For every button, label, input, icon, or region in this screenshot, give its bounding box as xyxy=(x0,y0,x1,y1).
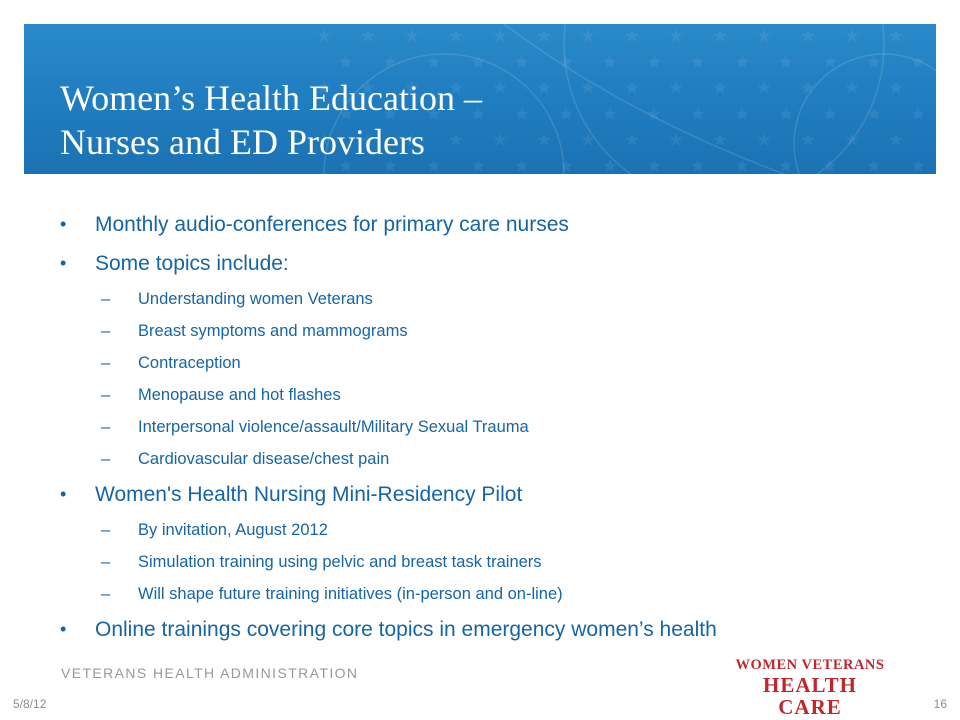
title-line-1: Women’s Health Education – xyxy=(60,78,482,118)
banner-star xyxy=(845,29,858,42)
banner-star xyxy=(713,81,726,94)
page-number: 16 xyxy=(933,697,947,711)
banner-star xyxy=(889,29,902,42)
banner-star xyxy=(911,55,924,68)
banner-star xyxy=(779,107,792,120)
sub-bullet-item: – Simulation training using pelvic and breast task trainers xyxy=(60,546,920,578)
slide-date: 5/8/12 xyxy=(13,697,47,711)
banner-star xyxy=(867,55,880,68)
banner-star xyxy=(493,81,506,94)
banner-star xyxy=(779,55,792,68)
banner-star xyxy=(823,55,836,68)
banner-star xyxy=(757,133,770,146)
banner-star xyxy=(317,29,330,42)
banner-star xyxy=(537,81,550,94)
banner-star xyxy=(691,107,704,120)
women-veterans-logo xyxy=(735,657,885,718)
banner-star xyxy=(691,159,704,172)
banner-star xyxy=(669,133,682,146)
banner-star xyxy=(911,107,924,120)
banner-star xyxy=(735,107,748,120)
sub-bullet-item: – Cardiovascular disease/chest pain xyxy=(60,443,920,475)
banner-star xyxy=(669,81,682,94)
banner-star xyxy=(801,29,814,42)
banner-star xyxy=(515,159,528,172)
bullet-list xyxy=(60,205,920,649)
banner-star xyxy=(867,107,880,120)
banner-star xyxy=(757,29,770,42)
banner-star xyxy=(889,81,902,94)
sub-bullet-item: – Understanding women Veterans xyxy=(60,283,920,315)
banner-star xyxy=(515,107,528,120)
banner-star xyxy=(647,55,660,68)
slide-title xyxy=(60,76,482,164)
banner-star xyxy=(845,133,858,146)
banner-star xyxy=(603,107,616,120)
banner-star xyxy=(559,159,572,172)
banner-star xyxy=(405,29,418,42)
bullet-item: • Monthly audio-conferences for primary care nurses xyxy=(60,205,920,244)
banner-star xyxy=(867,159,880,172)
sub-bullet-item: – Will shape future training initiatives (in-person and on-line) xyxy=(60,578,920,610)
banner-star xyxy=(823,159,836,172)
banner-star xyxy=(757,81,770,94)
banner-star xyxy=(713,29,726,42)
banner-star xyxy=(911,159,924,172)
banner-star xyxy=(889,133,902,146)
banner-star xyxy=(801,81,814,94)
sub-bullet-item: – Interpersonal violence/assault/Military Sexual Trauma xyxy=(60,411,920,443)
banner-star xyxy=(823,107,836,120)
banner-star xyxy=(779,159,792,172)
banner-star xyxy=(339,55,352,68)
banner-star xyxy=(493,29,506,42)
banner-star xyxy=(713,133,726,146)
banner-star xyxy=(691,55,704,68)
banner-star xyxy=(515,55,528,68)
banner-star xyxy=(361,29,374,42)
banner-star xyxy=(735,159,748,172)
bullet-item: • Women's Health Nursing Mini-Residency Pilot xyxy=(60,475,920,514)
bullet-item: • Online trainings covering core topics in emergency women’s health xyxy=(60,610,920,649)
title-banner xyxy=(24,24,936,174)
sub-bullet-item: – Breast symptoms and mammograms xyxy=(60,315,920,347)
banner-star xyxy=(493,133,506,146)
bullet-item: • Some topics include: xyxy=(60,244,920,283)
banner-star xyxy=(537,29,550,42)
banner-star xyxy=(845,81,858,94)
banner-star xyxy=(581,29,594,42)
banner-star xyxy=(625,29,638,42)
banner-star xyxy=(625,133,638,146)
banner-star xyxy=(559,107,572,120)
sub-bullet-item: – By invitation, August 2012 xyxy=(60,514,920,546)
logo-top-text: WOMEN VETERANS xyxy=(735,657,885,673)
logo-bottom-text: HEALTH CARE xyxy=(763,673,857,719)
banner-star xyxy=(427,55,440,68)
sub-bullet-item: – Menopause and hot flashes xyxy=(60,379,920,411)
banner-star xyxy=(669,29,682,42)
banner-star xyxy=(603,55,616,68)
sub-bullet-item: – Contraception xyxy=(60,347,920,379)
banner-star xyxy=(735,55,748,68)
banner-star xyxy=(647,159,660,172)
banner-star xyxy=(537,133,550,146)
banner-star xyxy=(801,133,814,146)
title-line-2: Nurses and ED Providers xyxy=(60,122,425,162)
banner-star xyxy=(625,81,638,94)
banner-star xyxy=(449,29,462,42)
footer-organization: VETERANS HEALTH ADMINISTRATION xyxy=(61,665,359,681)
banner-star xyxy=(383,55,396,68)
